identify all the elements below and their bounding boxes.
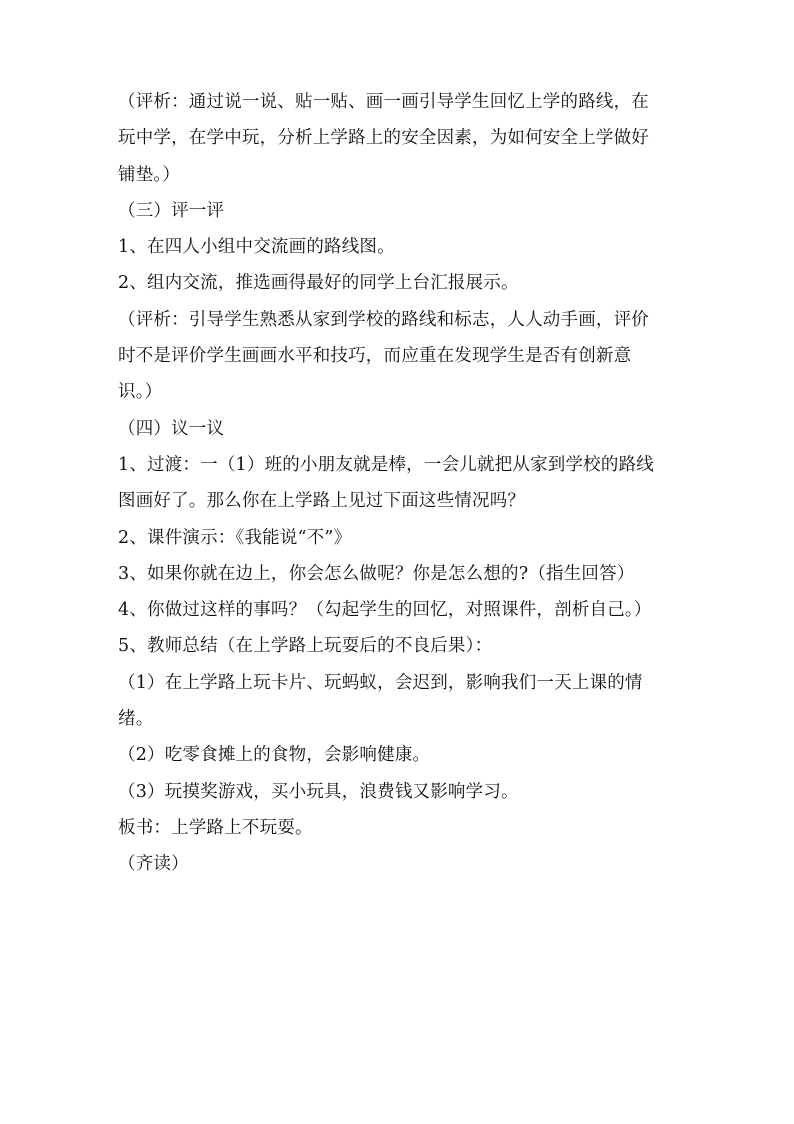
text-line: 2、课件演示：《我能说“不”》	[118, 527, 352, 548]
text-line: 5、教师总结（在上学路上玩耍后的不良后果）：	[118, 636, 493, 657]
document-body	[118, 84, 688, 883]
section-heading: （三）评一评	[118, 200, 225, 221]
text-line: 图画好了。那么你在上学路上见过下面这些情况吗？	[118, 491, 526, 512]
text-line: 玩中学，在学中玩，分析上学路上的安全因素，为如何安全上学做好	[118, 128, 649, 149]
text-line: 2、组内交流，推选画得最好的同学上台汇报展示。	[118, 273, 519, 294]
text-line: （齐读）	[118, 854, 189, 875]
text-line: 板书：上学路上不玩耍。	[118, 817, 313, 838]
text-line: 铺垫。）	[118, 164, 181, 185]
text-line: 1、过渡：一（1）班的小朋友就是棒，一会儿就把从家到学校的路线	[118, 454, 654, 475]
text-line: 时不是评价学生画画水平和技巧，而应重在发现学生是否有创新意	[118, 346, 632, 367]
section-heading: （四）议一议	[118, 418, 225, 439]
text-line: （评析：引导学生熟悉从家到学校的路线和标志，人人动手画，评价	[118, 309, 649, 330]
text-line: 1、在四人小组中交流画的路线图。	[118, 237, 395, 258]
text-line: 3、如果你就在边上，你会怎么做呢？你是怎么想的?（指生回答）	[118, 563, 635, 584]
text-line: （3）玩摸奖游戏，买小玩具，浪费钱又影响学习。	[118, 781, 519, 802]
text-line: 识。）	[118, 382, 163, 403]
text-line: 绪。	[118, 709, 154, 730]
text-line: （2）吃零食摊上的食物，会影响健康。	[118, 745, 431, 766]
text-line: （1）在上学路上玩卡片、玩蚂蚁，会迟到，影响我们一天上课的情	[118, 672, 643, 693]
text-line: （评析：通过说一说、贴一贴、画一画引导学生回忆上学的路线，在	[118, 92, 649, 112]
text-line: 4、你做过这样的事吗？（勾起学生的回忆，对照课件，剖析自己。）	[118, 600, 652, 621]
